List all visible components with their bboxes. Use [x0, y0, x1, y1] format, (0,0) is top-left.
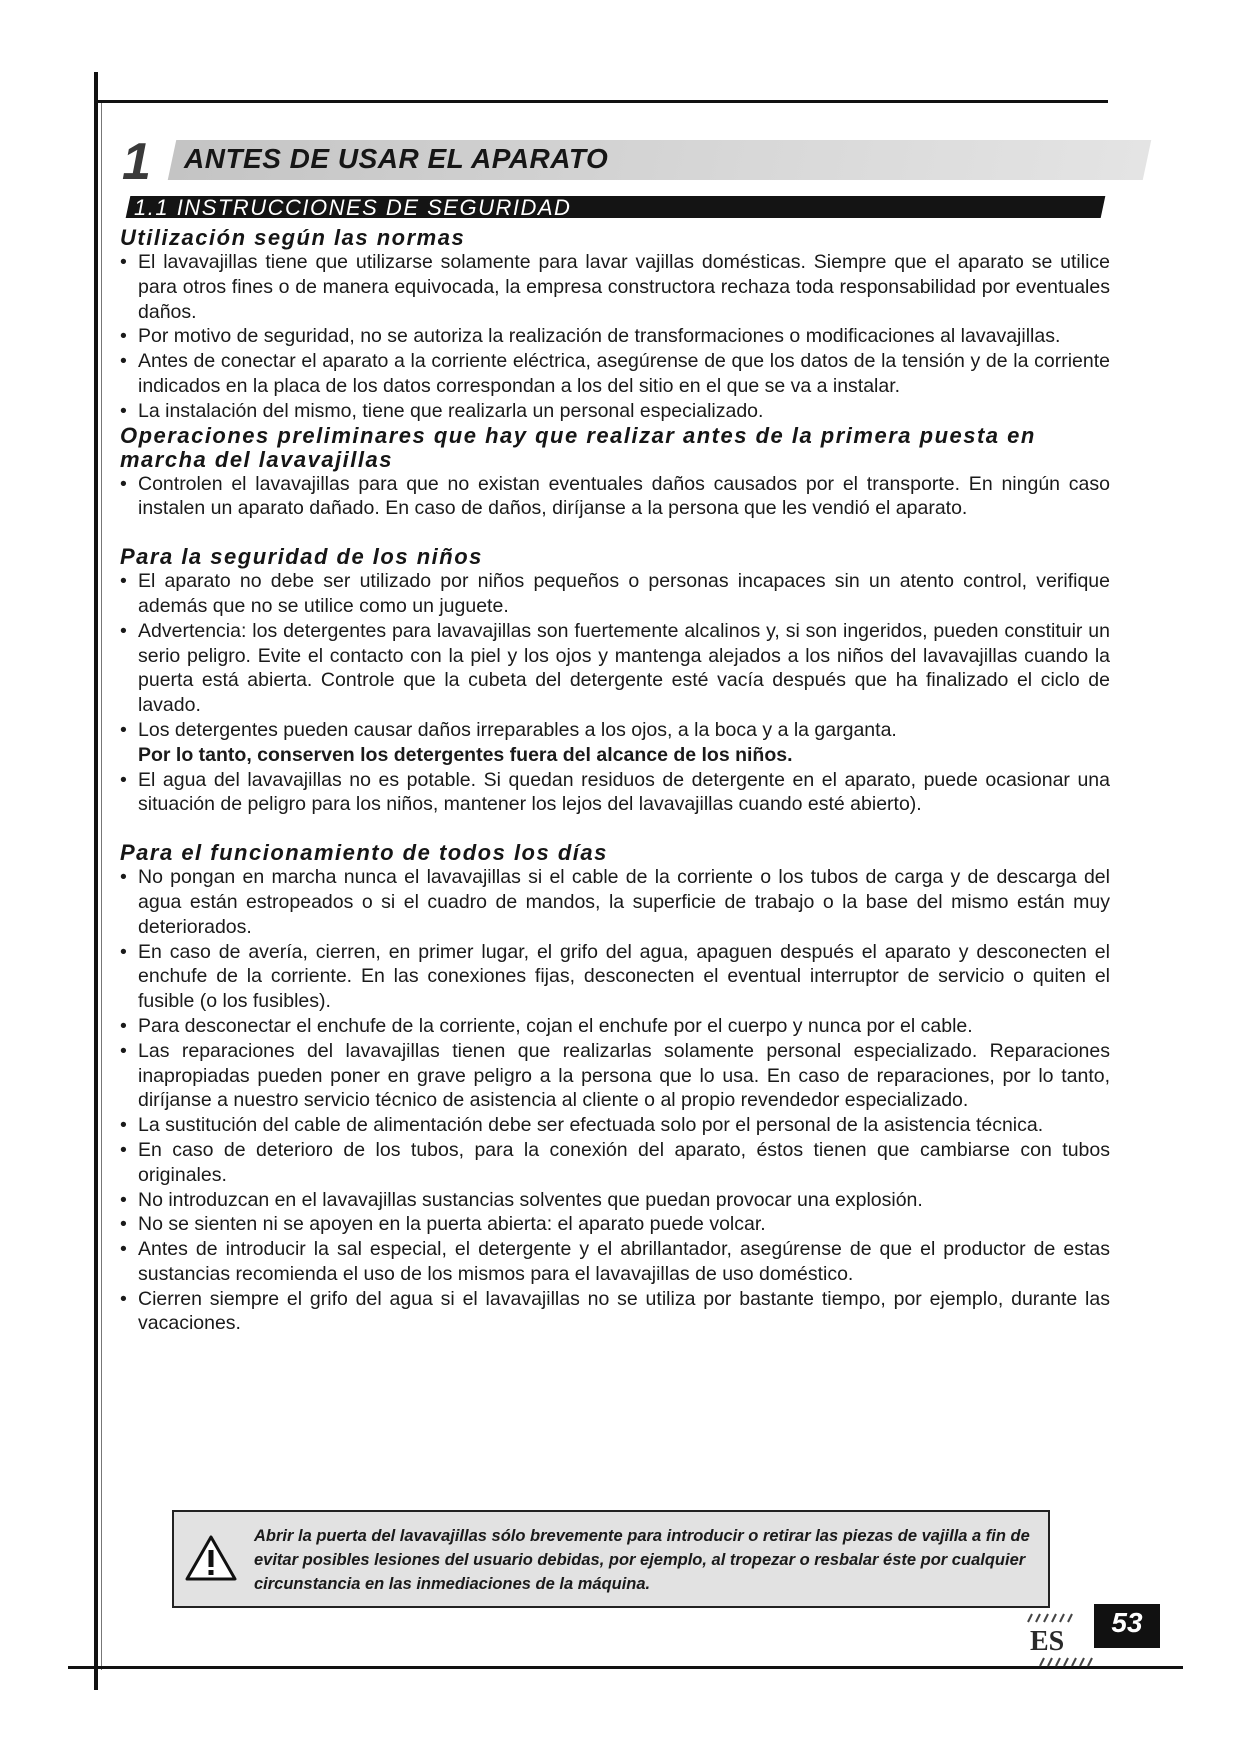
section-title: 1.1 INSTRUCCIONES DE SEGURIDAD — [134, 195, 572, 220]
list-item: • No pongan en marcha nunca el lavavajillas si el cable de la corriente o los tubos de carga y de descarga del agua están estropeados o si el cuadro de mandos, la superficie de trabajo o la base del mismo están muy deteriorados. — [120, 865, 1110, 939]
list-item: • Controlen el lavavajillas para que no existan eventuales daños causados por el transporte. En ningún caso instalen un aparato dañado. En caso de daños, diríjanse a la persona que les vendió el aparato. — [120, 472, 1110, 522]
list-ninos — [120, 569, 1110, 743]
list-preliminares — [120, 472, 1110, 522]
list-item: • Antes de introducir la sal especial, el detergente y el abrillantador, asegúrense de que el productor de estas sustancias recomienda el uso de los mismos para el lavavajillas de uso doméstico. — [120, 1237, 1110, 1287]
list-ninos-after — [120, 768, 1110, 818]
list-item: • Antes de conectar el aparato a la corriente eléctrica, asegúrense de que los datos de la tensión y de la corriente indicados en la placa de los datos correspondan a los del sitio en el que se va a instalar. — [120, 349, 1110, 399]
left-frame-line — [94, 72, 98, 1690]
list-item: • Las reparaciones del lavavajillas tienen que realizarlas solamente personal especializado. Reparaciones inapropiadas pueden poner en grave peligro a la persona que lo usa. En caso de reparaciones, por lo tanto, diríjanse a nuestro servicio técnico de asistencia al cliente o al propio revendedor especializado. — [120, 1039, 1110, 1113]
left-frame-inner-line — [101, 100, 102, 1670]
main-content — [120, 226, 1110, 1336]
list-item: • La sustitución del cable de alimentación debe ser efectuada solo por el personal de la asistencia técnica. — [120, 1113, 1110, 1138]
chapter-number: 1 — [122, 133, 149, 191]
language-code: ES — [1030, 1626, 1065, 1657]
list-item: • Advertencia: los detergentes para lavavajillas son fuertemente alcalinos y, si son ingeridos, pueden constituir un serio peligro. Evite el contacto con la piel y los ojos y mantenga alejados a los niños del lavavajillas cuando la puerta está abierta. Controle que la cubeta del detergente esté vacía después que ha finalizado el ciclo de lavado. — [120, 619, 1110, 718]
list-item: • El lavavajillas tiene que utilizarse solamente para lavar vajillas domésticas. Siempre que el aparato se utilice para otros fines o de manera equivocada, la empresa constructora rechaza toda responsabilidad por eventuales daños. — [120, 250, 1110, 324]
list-item: • Cierren siempre el grifo del agua si el lavavajillas no se utiliza por bastante tiempo, por ejemplo, durante las vacaciones. — [120, 1287, 1110, 1337]
list-item: • El aparato no debe ser utilizado por niños pequeños o personas incapaces sin un atento control, verifique además que no se utilice como un juguete. — [120, 569, 1110, 619]
bold-note: Por lo tanto, conserven los detergentes fuera del alcance de los niños. — [138, 743, 793, 766]
list-item: • No introduzcan en el lavavajillas sustancias solventes que puedan provocar una explosión. — [120, 1188, 1110, 1213]
page-number: 53 — [1111, 1607, 1143, 1638]
list-item: • Para desconectar el enchufe de la corriente, cojan el enchufe por el cuerpo y nunca por el cable. — [120, 1014, 1110, 1039]
heading-ninos: Para la seguridad de los niños — [120, 544, 483, 570]
chapter-title: ANTES DE USAR EL APARATO — [184, 143, 609, 174]
heading-normas: Utilización según las normas — [120, 225, 466, 250]
list-item: • El agua del lavavajillas no es potable. Si quedan residuos de detergente en el aparato, puede ocasionar una situación de peligro para los niños, mantener los lejos del lavavajillas cuando esté abierto). — [120, 768, 1110, 818]
list-item: • Los detergentes pueden causar daños irreparables a los ojos, a la boca y a la garganta. — [120, 718, 1110, 743]
list-item: • En caso de deterioro de los tubos, para la conexión del aparato, éstos tienen que cambiarse con tubos originales. — [120, 1138, 1110, 1188]
list-diario — [120, 865, 1110, 1336]
top-frame-line — [96, 100, 1108, 103]
warning-text: Abrir la puerta del lavavajillas sólo brevemente para introducir o retirar las piezas de vajilla a fin de evitar posibles lesiones del usuario debidas, por ejemplo, al tropezar o resbalar éste por cualquier circunstancia en las inmediaciones de la máquina. — [254, 1527, 1030, 1593]
heading-diario: Para el funcionamiento de todos los días — [120, 840, 608, 866]
warning-box — [172, 1510, 1050, 1608]
list-normas — [120, 250, 1110, 424]
chapter-header — [122, 133, 1152, 191]
list-item: • La instalación del mismo, tiene que realizarla un personal especializado. — [120, 399, 1110, 424]
heading-preliminares: Operaciones preliminares que hay que realizar antes de la primera puesta en marcha del lavavajillas — [120, 422, 1036, 472]
list-item: • Por motivo de seguridad, no se autoriza la realización de transformaciones o modificaciones al lavavajillas. — [120, 324, 1110, 349]
list-item: • No se sienten ni se apoyen en la puerta abierta: el aparato puede volcar. — [120, 1212, 1110, 1237]
list-item: • En caso de avería, cierren, en primer lugar, el grifo del agua, apaguen después el aparato y desconecten el enchufe de la corriente. En las conexiones fijas, desconecten el eventual interruptor de servicio o quiten el fusible (o los fusibles). — [120, 940, 1110, 1014]
warning-triangle-icon — [184, 1534, 238, 1582]
